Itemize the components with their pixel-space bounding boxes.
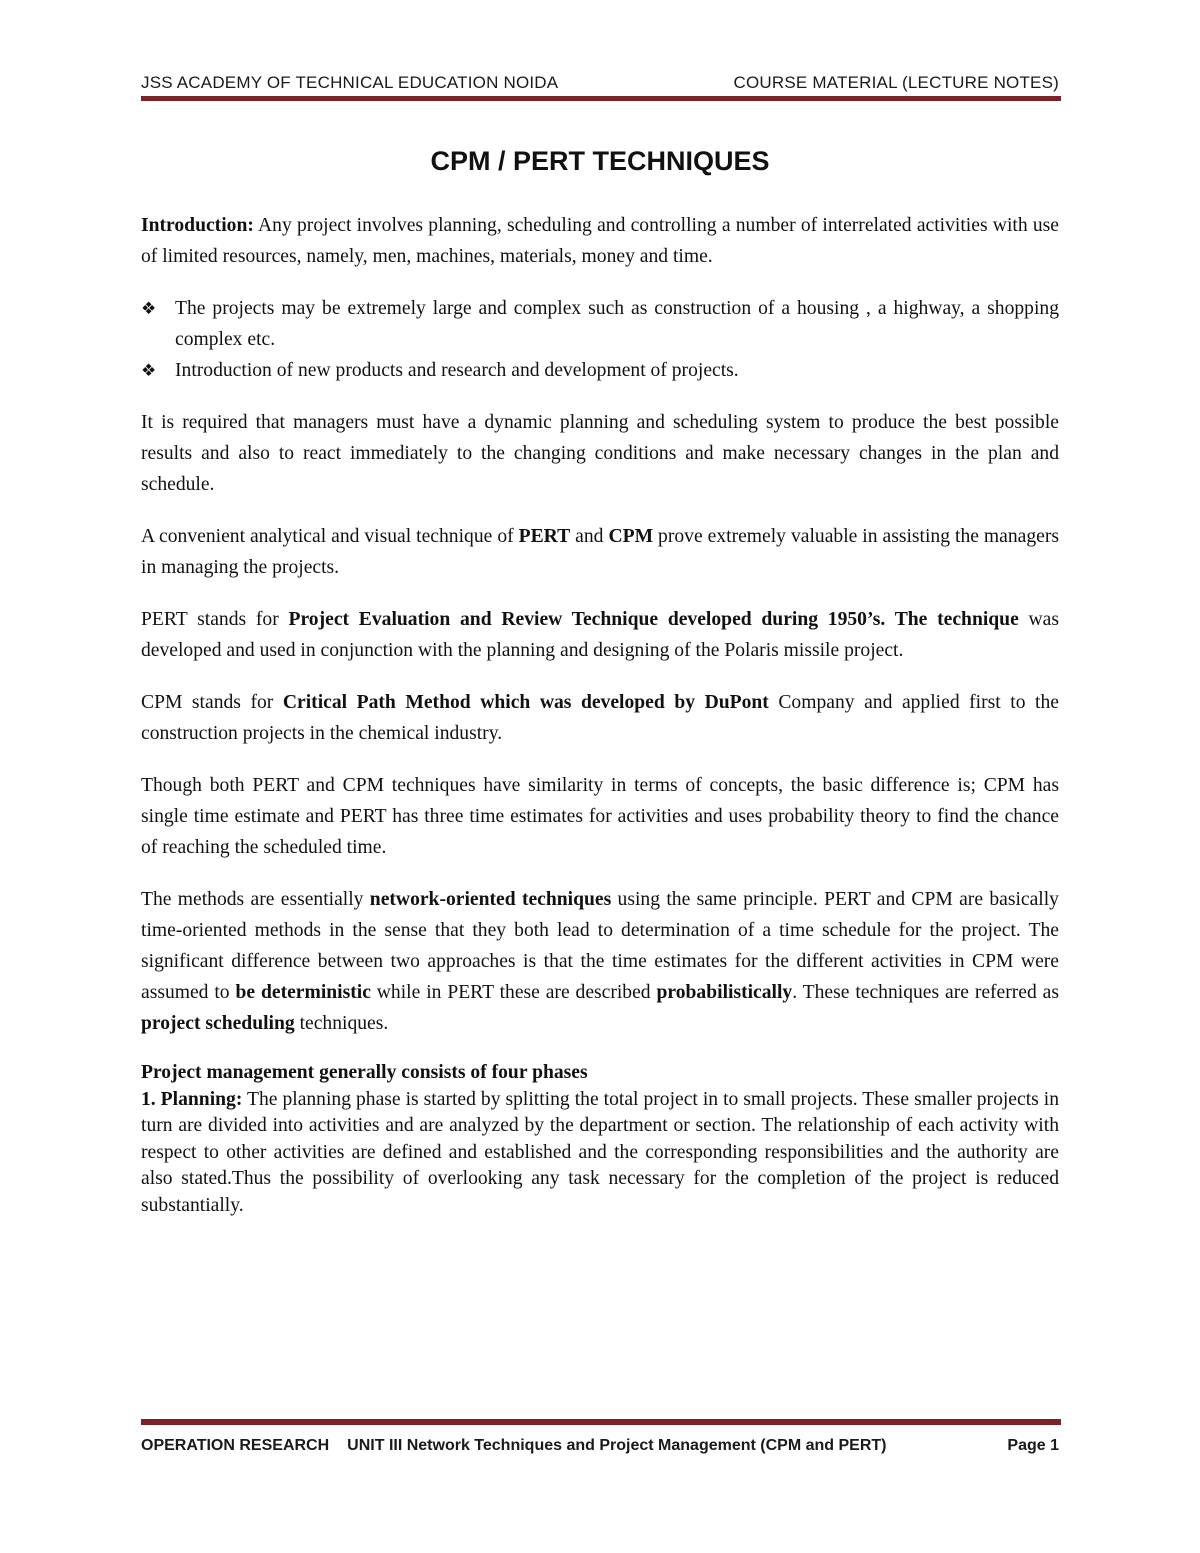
convenient-paragraph (141, 521, 1059, 583)
bold-run: probabilistically (656, 982, 793, 1003)
text-run: Company and applied first to the construction projects in the chemical industry. (141, 692, 1059, 744)
planning-label: 1. Planning: (141, 1088, 243, 1110)
bold-run: PERT (518, 526, 571, 547)
bullet-list (141, 293, 1059, 386)
bullet-text: The projects may be extremely large and complex such as construction of a housing , a highway, a shopping complex etc. (175, 298, 1059, 350)
intro-label: Introduction: (141, 215, 254, 236)
text-run: techniques. (294, 1013, 389, 1034)
page-footer (141, 1437, 1059, 1455)
text-run: . These techniques are referred as (792, 982, 1060, 1003)
text-run: prove extremely valuable in assisting the managers in managing the projects. (141, 526, 1059, 578)
header-institution: JSS ACADEMY OF TECHNICAL EDUCATION NOIDA (141, 73, 559, 92)
phases-heading-text: Project management generally consists of four phases (141, 1062, 588, 1083)
phases-heading (141, 1060, 1059, 1087)
planning-paragraph (141, 1087, 1059, 1220)
footer-unit: UNIT III Network Techniques and Project Management (CPM and PERT) (347, 1437, 887, 1454)
page-number: Page 1 (1007, 1437, 1059, 1454)
list-item (141, 355, 1059, 386)
header-course-material: COURSE MATERIAL (LECTURE NOTES) (733, 73, 1059, 92)
methods-paragraph (141, 884, 1059, 1039)
diamond-bullet-icon: ❖ (141, 361, 157, 380)
header-rule (141, 96, 1061, 101)
list-item (141, 293, 1059, 355)
cpm-paragraph (141, 687, 1059, 749)
text-run: CPM stands for (141, 692, 283, 713)
intro-paragraph (141, 210, 1059, 272)
page-title: CPM / PERT TECHNIQUES (430, 146, 770, 176)
bold-run: Project Evaluation and Review Technique developed during 1950’s. The technique (288, 609, 1019, 630)
planning-text: The planning phase is started by splitting the total project in to small projects. These smaller projects in turn are divided into activities and are analyzed by the department or section. The relationship of each activity with respect to other activities are defined and established and the corresponding responsibilities and the authority are also stated.Thus the possibility of overlooking any task necessary for the completion of the project is reduced substantially. (141, 1088, 1059, 1216)
footer-subject: OPERATION RESEARCH (141, 1437, 330, 1454)
though-paragraph: Though both PERT and CPM techniques have similarity in terms of concepts, the basic difference is; CPM has single time estimate and PERT has three time estimates for activities and uses probability theory to find the chance of reaching the scheduled time. (141, 775, 1059, 858)
managers-paragraph: It is required that managers must have a dynamic planning and scheduling system to produce the best possible results and also to react immediately to the changing conditions and make necessary changes in the plan and schedule. (141, 412, 1059, 495)
text-run: using the same principle. PERT and CPM are basically time-oriented methods in the sense that they both lead to determination of a time schedule for the project. The significant difference between two approaches is that the time estimates for the different activities in CPM were assumed to (141, 889, 1059, 1003)
diamond-bullet-icon: ❖ (141, 299, 157, 318)
bold-run: Critical Path Method which was developed by DuPont (282, 692, 769, 713)
bullet-text: Introduction of new products and research and development of projects. (175, 360, 739, 381)
bold-run: network-oriented techniques (369, 889, 612, 910)
phases-section (141, 1060, 1059, 1219)
document-body (141, 210, 1059, 1219)
text-run: while in PERT these are described (370, 982, 657, 1003)
footer-left (141, 1437, 887, 1455)
bold-run: be deterministic (235, 982, 371, 1003)
text-run: PERT stands for (141, 609, 289, 630)
footer-rule (141, 1419, 1061, 1425)
page-header (141, 73, 1059, 93)
text-run: was developed and used in conjunction with the planning and designing of the Polaris missile project. (141, 609, 1060, 661)
text-run: The methods are essentially (141, 889, 370, 910)
intro-text: Any project involves planning, scheduling and controlling a number of interrelated activities with use of limited resources, namely, men, machines, materials, money and time. (141, 215, 1059, 267)
pert-paragraph (141, 604, 1059, 666)
bold-run: CPM (608, 526, 654, 547)
bold-run: project scheduling (141, 1013, 295, 1034)
text-run: A convenient analytical and visual technique of (141, 526, 519, 547)
text-run: and (570, 526, 609, 547)
